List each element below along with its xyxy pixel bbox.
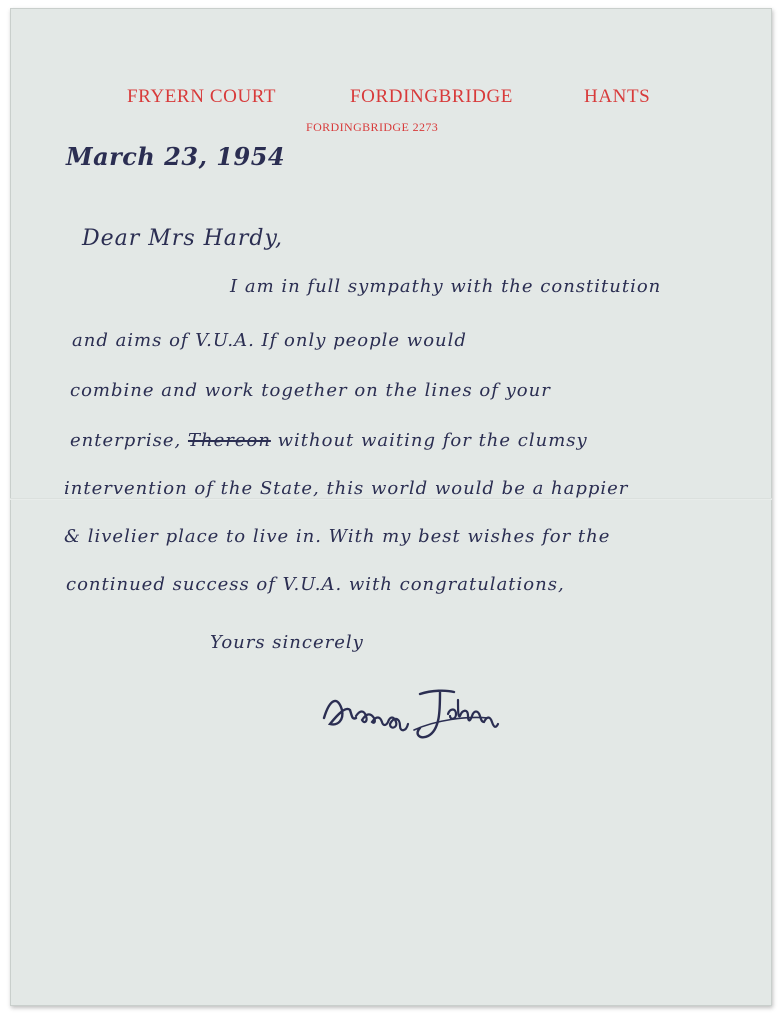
letter-line-4-end: without waiting for the clumsy xyxy=(277,430,588,451)
letterhead-house: FRYERN COURT xyxy=(127,86,277,107)
letterhead-phone-text: FORDINGBRIDGE 2273 xyxy=(306,120,439,134)
signature-scrawl-icon xyxy=(316,680,536,750)
letter-line-2: and aims of V.U.A. If only people would xyxy=(72,330,467,351)
struck-word: Thereon xyxy=(187,430,271,451)
letter-line-6: & livelier place to live in. With my best wishes for the xyxy=(64,526,611,547)
letter-line-1: I am in full sympathy with the constitution xyxy=(230,276,662,297)
letter-line-4-start: enterprise, xyxy=(70,430,182,451)
letterhead-town: FORDINGBRIDGE xyxy=(350,86,513,107)
letter-line-3: combine and work together on the lines of your xyxy=(70,380,551,401)
letter-sheet xyxy=(10,8,772,1006)
letter-line-7: continued success of V.U.A. with congratulations, xyxy=(66,574,565,595)
letter-salutation: Dear Mrs Hardy, xyxy=(82,226,284,251)
letter-date: March 23, 1954 xyxy=(66,142,286,171)
letter-closing: Yours sincerely xyxy=(210,632,364,653)
letterhead-county: HANTS xyxy=(584,86,651,107)
letter-line-5: intervention of the State, this world would be a happier xyxy=(64,478,629,499)
signature xyxy=(316,680,536,755)
letter-line-4 xyxy=(70,430,588,451)
